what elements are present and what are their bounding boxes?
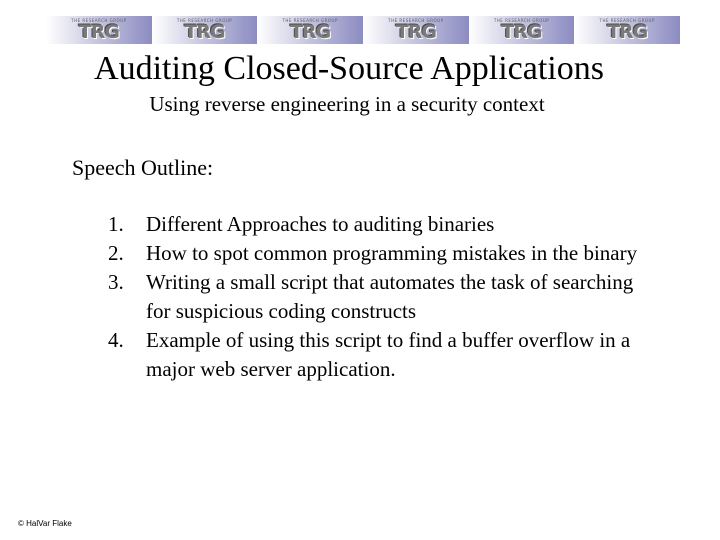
slide-title: Auditing Closed-Source Applications bbox=[94, 50, 604, 87]
slide-subtitle: Using reverse engineering in a security context bbox=[149, 92, 545, 116]
trg-logo bbox=[469, 16, 575, 44]
outline-item-text: Different Approaches to auditing binaries bbox=[146, 212, 495, 236]
trg-logo bbox=[257, 16, 363, 44]
trg-logo bbox=[152, 16, 258, 44]
outline-item bbox=[108, 268, 668, 326]
logo-text: TRG bbox=[395, 21, 436, 43]
trg-logo bbox=[46, 16, 152, 44]
logo-tagline: THE RESEARCH GROUP bbox=[599, 18, 655, 23]
logo-banner bbox=[46, 16, 680, 44]
logo-tagline: THE RESEARCH GROUP bbox=[388, 18, 444, 23]
logo-text: TRG bbox=[184, 21, 225, 43]
outline-heading: Speech Outline: bbox=[72, 155, 214, 180]
logo-tagline: THE RESEARCH GROUP bbox=[71, 18, 127, 23]
logo-text: TRG bbox=[78, 21, 119, 43]
logo-tagline: THE RESEARCH GROUP bbox=[493, 18, 550, 23]
trg-logo bbox=[574, 16, 680, 44]
logo-tagline: THE RESEARCH GROUP bbox=[282, 18, 338, 23]
outline-item-number: 1. bbox=[108, 212, 124, 236]
outline-item-number: 3. bbox=[108, 270, 124, 294]
outline-item-text: Writing a small script that automates the task of searching for suspicious coding constructs bbox=[146, 270, 634, 323]
outline-item-text: How to spot common programming mistakes in the binary bbox=[146, 241, 638, 265]
copyright-footer: © HalVar Flake bbox=[18, 519, 72, 528]
trg-logo bbox=[363, 16, 469, 44]
outline-list bbox=[108, 210, 668, 384]
outline-item-number: 2. bbox=[108, 241, 124, 265]
logo-text: TRG bbox=[501, 21, 542, 43]
outline-item bbox=[108, 210, 668, 239]
logo-text: TRG bbox=[607, 21, 648, 43]
logo-text: TRG bbox=[290, 21, 331, 43]
outline-item bbox=[108, 239, 668, 268]
logo-tagline: THE RESEARCH GROUP bbox=[176, 18, 233, 23]
outline-item bbox=[108, 326, 668, 384]
outline-item-number: 4. bbox=[108, 328, 124, 352]
outline-item-text: Example of using this script to find a buffer overflow in a major web server application. bbox=[146, 328, 631, 381]
